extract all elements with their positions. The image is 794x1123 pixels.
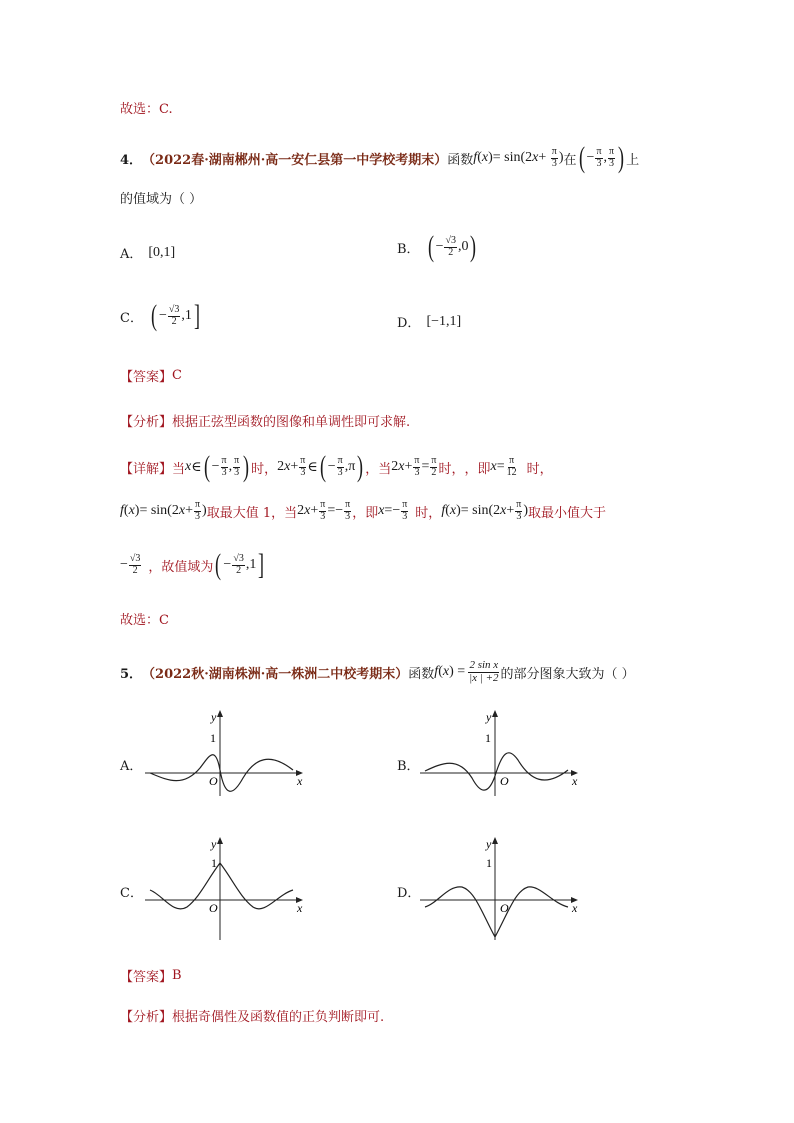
q4-d2-eq2: = bbox=[384, 503, 393, 518]
one-label: 1 bbox=[485, 731, 491, 745]
q4-detail-tag: 【详解】 bbox=[120, 461, 173, 477]
q4-answer-tag: 【答案】 bbox=[120, 370, 173, 385]
q4-d1-comma: ，当 bbox=[365, 461, 392, 477]
q5-option-a bbox=[120, 755, 142, 774]
q4-d1-expr1: x ∈ ( − $\frac{\pi}{3}$ , $\frac{\pi}{3}$ ) bbox=[185, 450, 250, 483]
y-label: y bbox=[211, 837, 217, 851]
q4-option-c-two: 2 bbox=[171, 315, 177, 327]
q4-d2-close2: ) bbox=[523, 503, 529, 518]
q4-text-after: 上 bbox=[626, 152, 640, 168]
y-axis-arrow-icon bbox=[492, 710, 498, 717]
q4-x2: x bbox=[532, 150, 539, 166]
q4-d3-minus2: − bbox=[223, 557, 232, 572]
q5-numerator: 2 sin x bbox=[469, 659, 499, 671]
q4-pi: π bbox=[551, 146, 557, 157]
q4-d2-three1: 3 bbox=[195, 510, 201, 522]
q4-int-three2: 3 bbox=[609, 157, 615, 169]
q4-answer bbox=[120, 366, 182, 385]
q4-d2-eqsin2: = sin(2 bbox=[460, 503, 501, 518]
q4-d2-x1b: x bbox=[178, 503, 186, 518]
q4-d1-x: x bbox=[185, 459, 192, 474]
q4-option-d-content: [−1,1] bbox=[426, 313, 462, 329]
q4-option-b-label: B． bbox=[397, 241, 420, 257]
q4-d1-expr2: 2 x + $\frac{\pi}{3}$ ∈ ( − $\frac{\pi}{3}$ ,π ) bbox=[277, 450, 364, 483]
origin-label: O bbox=[500, 774, 509, 788]
y-label: y bbox=[486, 837, 492, 851]
q5-answer-tag: 【答案】 bbox=[120, 970, 173, 985]
y-axis-arrow-icon bbox=[217, 837, 223, 844]
q4-d1-expr3 bbox=[391, 456, 438, 478]
q4-int-pi2: π bbox=[609, 146, 615, 157]
q4-plus: + bbox=[538, 150, 547, 166]
q4-int-three1: 3 bbox=[596, 157, 602, 169]
q4-number: 4． bbox=[120, 152, 143, 168]
q4-d3-one: ,1 bbox=[245, 557, 257, 572]
q4-option-c-sqrt3: √3 bbox=[168, 304, 180, 315]
q4-d2-eq: = bbox=[327, 503, 336, 518]
q4-d1-pi2: π bbox=[234, 455, 240, 466]
origin-label: O bbox=[209, 774, 218, 788]
q4-option-c-label: C． bbox=[120, 310, 143, 326]
q4-d1-two: 2 bbox=[277, 459, 285, 474]
curve bbox=[150, 863, 293, 909]
q4-d1-eq2: = bbox=[496, 459, 505, 474]
q4-d2-pi1: π bbox=[194, 499, 201, 510]
q4-d1-pi5: π bbox=[414, 455, 420, 466]
q4-detail-line2 bbox=[120, 500, 606, 522]
q4-d1-when: 当 bbox=[172, 461, 186, 477]
q5-option-c-label: C． bbox=[120, 886, 143, 901]
y-label: y bbox=[486, 710, 492, 724]
q4-int-comma: , bbox=[603, 150, 607, 165]
q4-d2-three2: 3 bbox=[320, 510, 326, 522]
q4-d2-three5: 3 bbox=[516, 510, 522, 522]
q4-close-paren: ) bbox=[558, 150, 564, 166]
q5-analysis-tag: 【分析】 bbox=[120, 1010, 173, 1025]
q4-detail-line3 bbox=[120, 550, 266, 580]
q4-d2-pi5: π bbox=[516, 499, 522, 510]
x-label: x bbox=[572, 774, 578, 788]
q4-option-b-content: ( − $\frac{√3}{2}$ ,0 ) bbox=[427, 230, 477, 263]
q4-d1-expr4 bbox=[490, 456, 518, 478]
q5-text-after: 的部分图象大致为（ ） bbox=[500, 666, 635, 682]
q4-interval: ( − $\frac{\pi}{3}$ , $\frac{\pi}{3}$ ) bbox=[578, 141, 625, 174]
q4-d2-fx2: f ( x ) = sin(2 x + $\frac{\pi}{3}$ ) bbox=[441, 499, 529, 522]
prev-conclusion bbox=[120, 98, 173, 117]
q5-text-before: 函数 bbox=[408, 666, 435, 682]
q5-option-d-label: D． bbox=[397, 886, 421, 901]
q4-d3-two: 2 bbox=[132, 564, 138, 576]
q4-text-in: 在 bbox=[563, 152, 577, 168]
q4-fx-x: x bbox=[481, 150, 489, 166]
q4-d2-ji: ，即 bbox=[352, 505, 379, 521]
q4-d1-two2: 2 bbox=[391, 459, 399, 474]
q4-int-pi1: π bbox=[596, 146, 602, 157]
q4-d3-minus: − bbox=[120, 557, 128, 572]
q4-option-b-two: 2 bbox=[448, 246, 454, 258]
q4-d2-minus2: − bbox=[392, 503, 401, 518]
q5-option-d bbox=[397, 882, 420, 901]
q4-final-text: 故选：C bbox=[120, 613, 169, 628]
q4-d2-pi4: π bbox=[402, 499, 408, 510]
q4-d1-pi6: π bbox=[431, 455, 437, 466]
q4-d2-plus1: + bbox=[185, 503, 193, 518]
q4-d2-expr2 bbox=[297, 500, 352, 522]
q5-graph-b bbox=[420, 708, 585, 798]
y-axis-arrow-icon bbox=[217, 710, 223, 717]
q4-d1-x3: x bbox=[398, 459, 405, 474]
q4-int-frac2 bbox=[608, 147, 615, 169]
y-axis-arrow-icon bbox=[492, 837, 498, 844]
q4-function: f(x)= sin(2x+ $\frac{\pi}{3}$ ) bbox=[473, 146, 564, 169]
one-label: 1 bbox=[486, 856, 492, 870]
q4-d2-three3: 3 bbox=[345, 510, 351, 522]
q5-graph-c bbox=[145, 835, 310, 945]
origin-label: O bbox=[500, 901, 509, 915]
q5-option-c bbox=[120, 882, 143, 901]
q4-d2-min: 取最小值大于 bbox=[528, 505, 607, 521]
q4-d2-x5: x bbox=[500, 503, 507, 518]
q4-d1-twelve: 12 bbox=[506, 466, 517, 478]
q5-f: f bbox=[434, 664, 439, 680]
q4-d3-neg-frac bbox=[120, 554, 142, 576]
q4-frac-pi3 bbox=[551, 147, 558, 169]
q4-int-frac1 bbox=[595, 147, 602, 169]
q4-three: 3 bbox=[551, 157, 557, 169]
x-label: x bbox=[297, 774, 303, 788]
q4-d1-shi: 时， bbox=[251, 461, 278, 477]
q4-d2-shi: 时， bbox=[415, 505, 442, 521]
q4-option-c bbox=[120, 301, 202, 331]
q4-d1-pi7: π bbox=[509, 455, 515, 466]
prev-conclusion-text: 故选：C. bbox=[120, 102, 173, 117]
q4-analysis bbox=[120, 411, 410, 430]
q4-d2-three4: 3 bbox=[402, 510, 408, 522]
q5-answer bbox=[120, 966, 182, 985]
q4-d1-pi4: π bbox=[337, 455, 343, 466]
q4-d1-pi3: π bbox=[300, 455, 306, 466]
q4-d1-two3: 2 bbox=[431, 466, 437, 478]
q4-line2-text: 的值域为（ ） bbox=[120, 192, 203, 207]
q4-d2-fx1: f ( x ) = sin(2 x + $\frac{\pi}{3}$ ) bbox=[120, 499, 207, 522]
q4-d2-x2: x bbox=[304, 503, 311, 518]
y-label: y bbox=[211, 710, 217, 724]
one-label: 1 bbox=[210, 731, 216, 745]
q4-minus: − bbox=[586, 150, 595, 165]
q4-d2-pi2: π bbox=[320, 499, 326, 510]
q4-d3-sqrt3b: √3 bbox=[233, 553, 244, 564]
q5-answer-value: B bbox=[172, 968, 182, 983]
q5-source: （2022秋·湖南株洲·高一株洲二中校考期末） bbox=[142, 666, 409, 682]
q4-stem-line2 bbox=[120, 188, 202, 207]
q4-d2-x3: x bbox=[378, 503, 385, 518]
q4-d1-plus: + bbox=[290, 459, 299, 474]
q4-analysis-tag: 【分析】 bbox=[120, 415, 173, 430]
q4-d1-three4: 3 bbox=[337, 466, 343, 478]
q4-option-d-label: D． bbox=[397, 316, 421, 331]
q4-d1-shi2: 时， bbox=[438, 461, 465, 477]
q4-option-c-content: ( − $\frac{√3}{2}$ ,1 ] bbox=[150, 299, 200, 332]
q4-d2-plus3: + bbox=[506, 503, 515, 518]
q4-d1-in2: ∈ bbox=[307, 459, 318, 475]
q5-option-a-label: A． bbox=[120, 759, 143, 774]
q4-d2-two: 2 bbox=[297, 503, 305, 518]
q4-d1-three2: 3 bbox=[234, 466, 240, 478]
q4-answer-value: C bbox=[172, 368, 182, 383]
q4-option-d bbox=[397, 312, 461, 331]
q4-option-c-one: ,1 bbox=[181, 308, 192, 323]
q4-d1-ji: ，即 bbox=[464, 461, 491, 477]
q4-d1-x2: x bbox=[284, 459, 291, 474]
q4-d1-three5: 3 bbox=[414, 466, 420, 478]
q4-d2-close1: ) bbox=[202, 503, 207, 518]
q4-option-a-label: A． bbox=[120, 247, 143, 262]
q4-option-b-sqrt3: √3 bbox=[445, 235, 456, 246]
q4-d1-eq: = bbox=[421, 459, 430, 474]
q4-d2-pi3: π bbox=[345, 499, 351, 510]
q4-d1-in: ∈ bbox=[191, 459, 202, 475]
q5-x: x bbox=[442, 664, 450, 680]
q5-option-b-label: B． bbox=[397, 759, 420, 774]
q4-d2-x1: x bbox=[128, 503, 135, 518]
q4-d2-f2: f bbox=[441, 503, 446, 518]
q4-d1-x4: x bbox=[490, 459, 497, 474]
q4-option-a-content: [0,1] bbox=[148, 244, 176, 260]
q4-d2-max: 取最大值 1，当 bbox=[206, 505, 298, 521]
q4-option-b bbox=[397, 232, 478, 262]
q5-graph-d bbox=[420, 835, 585, 945]
q4-final bbox=[120, 609, 169, 628]
q4-d1-plus2: + bbox=[404, 459, 413, 474]
q4-source: （2022春·湖南郴州·高一安仁县第一中学校考期末） bbox=[142, 152, 448, 168]
q4-d1-shi3: 时， bbox=[526, 461, 553, 477]
q4-d3-interval: ( − $\frac{√3}{2}$ ,1 ] bbox=[215, 548, 265, 581]
q4-d1-pi1: π bbox=[221, 455, 227, 466]
x-label: x bbox=[572, 901, 578, 915]
x-label: x bbox=[297, 901, 303, 915]
q4-d3-result: ，故值域为 bbox=[148, 559, 214, 575]
q5-option-b bbox=[397, 755, 420, 774]
curve bbox=[425, 753, 568, 790]
q4-option-b-zero: ,0 bbox=[457, 239, 469, 254]
q4-analysis-text: 根据正弦型函数的图像和单调性即可求解. bbox=[172, 415, 411, 430]
origin-label: O bbox=[209, 901, 218, 915]
q4-d2-plus2: + bbox=[310, 503, 319, 518]
q4-d2-minus: − bbox=[335, 503, 344, 518]
q4-d1-three3: 3 bbox=[300, 466, 306, 478]
q5-graph-a bbox=[145, 708, 310, 798]
q5-function: f ( x ) = $\frac{\text{2 sin x}}{|x | +2}$ bbox=[434, 659, 499, 684]
q4-option-a bbox=[120, 243, 175, 262]
q5-analysis-text: 根据奇偶性及函数值的正负判断即可. bbox=[172, 1010, 385, 1025]
q4-stem-line1 bbox=[120, 143, 639, 173]
q4-eq-sin: = sin(2 bbox=[492, 150, 533, 166]
q4-text-before: 函数 bbox=[447, 152, 474, 168]
q4-detail-line1 bbox=[120, 452, 553, 482]
q4-d2-x4: x bbox=[449, 503, 457, 518]
q4-d3-twob: 2 bbox=[236, 564, 242, 576]
q5-denominator: |x | +2 bbox=[469, 671, 499, 684]
q5-analysis bbox=[120, 1006, 384, 1025]
q4-d3-sqrt3: √3 bbox=[129, 553, 141, 564]
q4-d1-pi-close: ,π bbox=[344, 459, 356, 474]
q4-d2-eqsin1: = sin(2 bbox=[139, 503, 179, 518]
curve bbox=[425, 887, 568, 937]
q4-d2-expr3 bbox=[378, 500, 409, 522]
q5-number: 5． bbox=[120, 666, 143, 682]
one-label: 1 bbox=[211, 856, 217, 870]
q4-fx-f: f bbox=[473, 150, 478, 166]
q4-d1-three1: 3 bbox=[221, 466, 227, 478]
q5-stem bbox=[120, 660, 635, 684]
q4-d2-f1: f bbox=[120, 503, 124, 518]
